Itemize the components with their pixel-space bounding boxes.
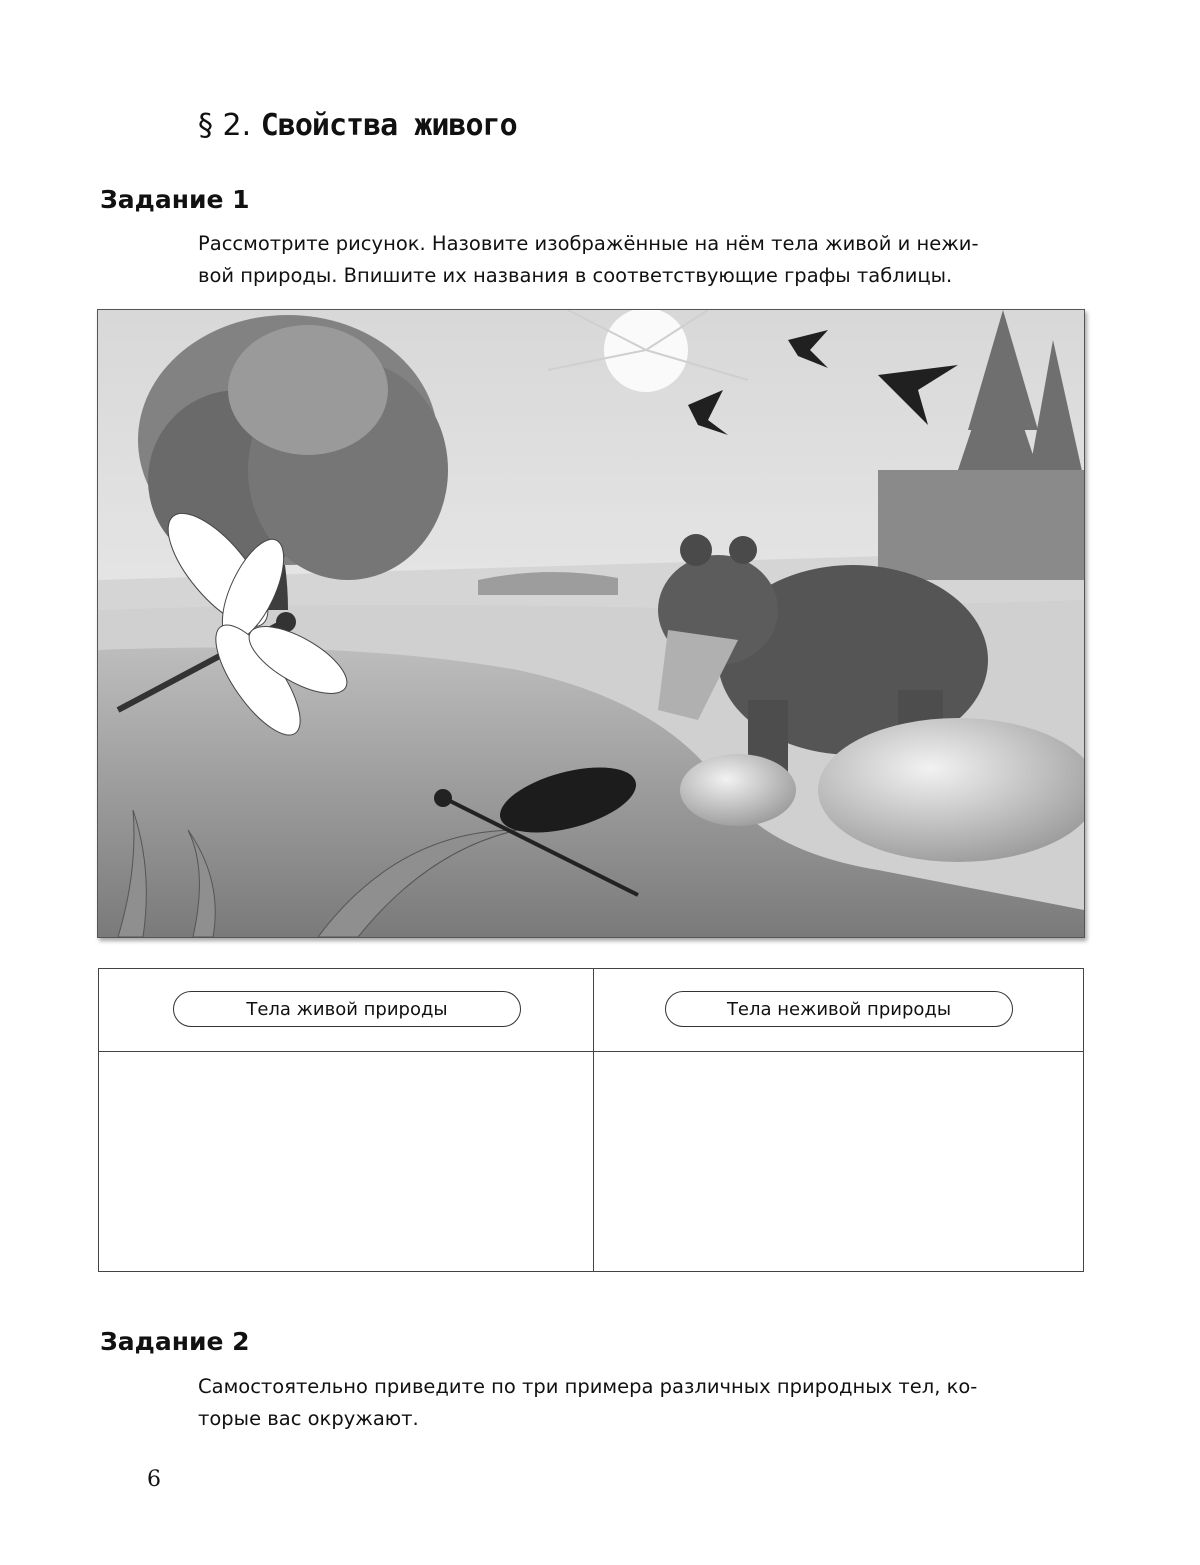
task2-heading: Задание 2 [100,1327,250,1356]
section-title-text: Свойства живого [260,108,517,143]
task2-instructions [198,1371,1078,1435]
section-title [198,108,517,143]
answer-cell-living[interactable] [99,1052,593,1272]
nature-table [98,968,1084,1272]
task1-line-2: вой природы. Впишите их названия в соответствующие графы таблицы. [198,264,953,287]
illustration-svg [98,310,1084,937]
task2-line-2: торые вас окружают. [198,1407,419,1430]
task1-heading: Задание 1 [100,185,250,214]
section-number: § 2. [198,108,252,143]
task1-line-1: Рассмотрите рисунок. Назовите изображённые на нём тела живой и нежи- [198,232,979,255]
answer-cell-nonliving[interactable] [594,1052,1084,1272]
task2-line-1: Самостоятельно приведите по три примера различных природных тел, ко- [198,1375,978,1398]
nature-illustration [97,309,1085,938]
page-number: 6 [147,1467,161,1492]
header-nonliving: Тела неживой природы [665,991,1013,1027]
task1-instructions [198,228,1078,292]
header-living: Тела живой природы [173,991,521,1027]
